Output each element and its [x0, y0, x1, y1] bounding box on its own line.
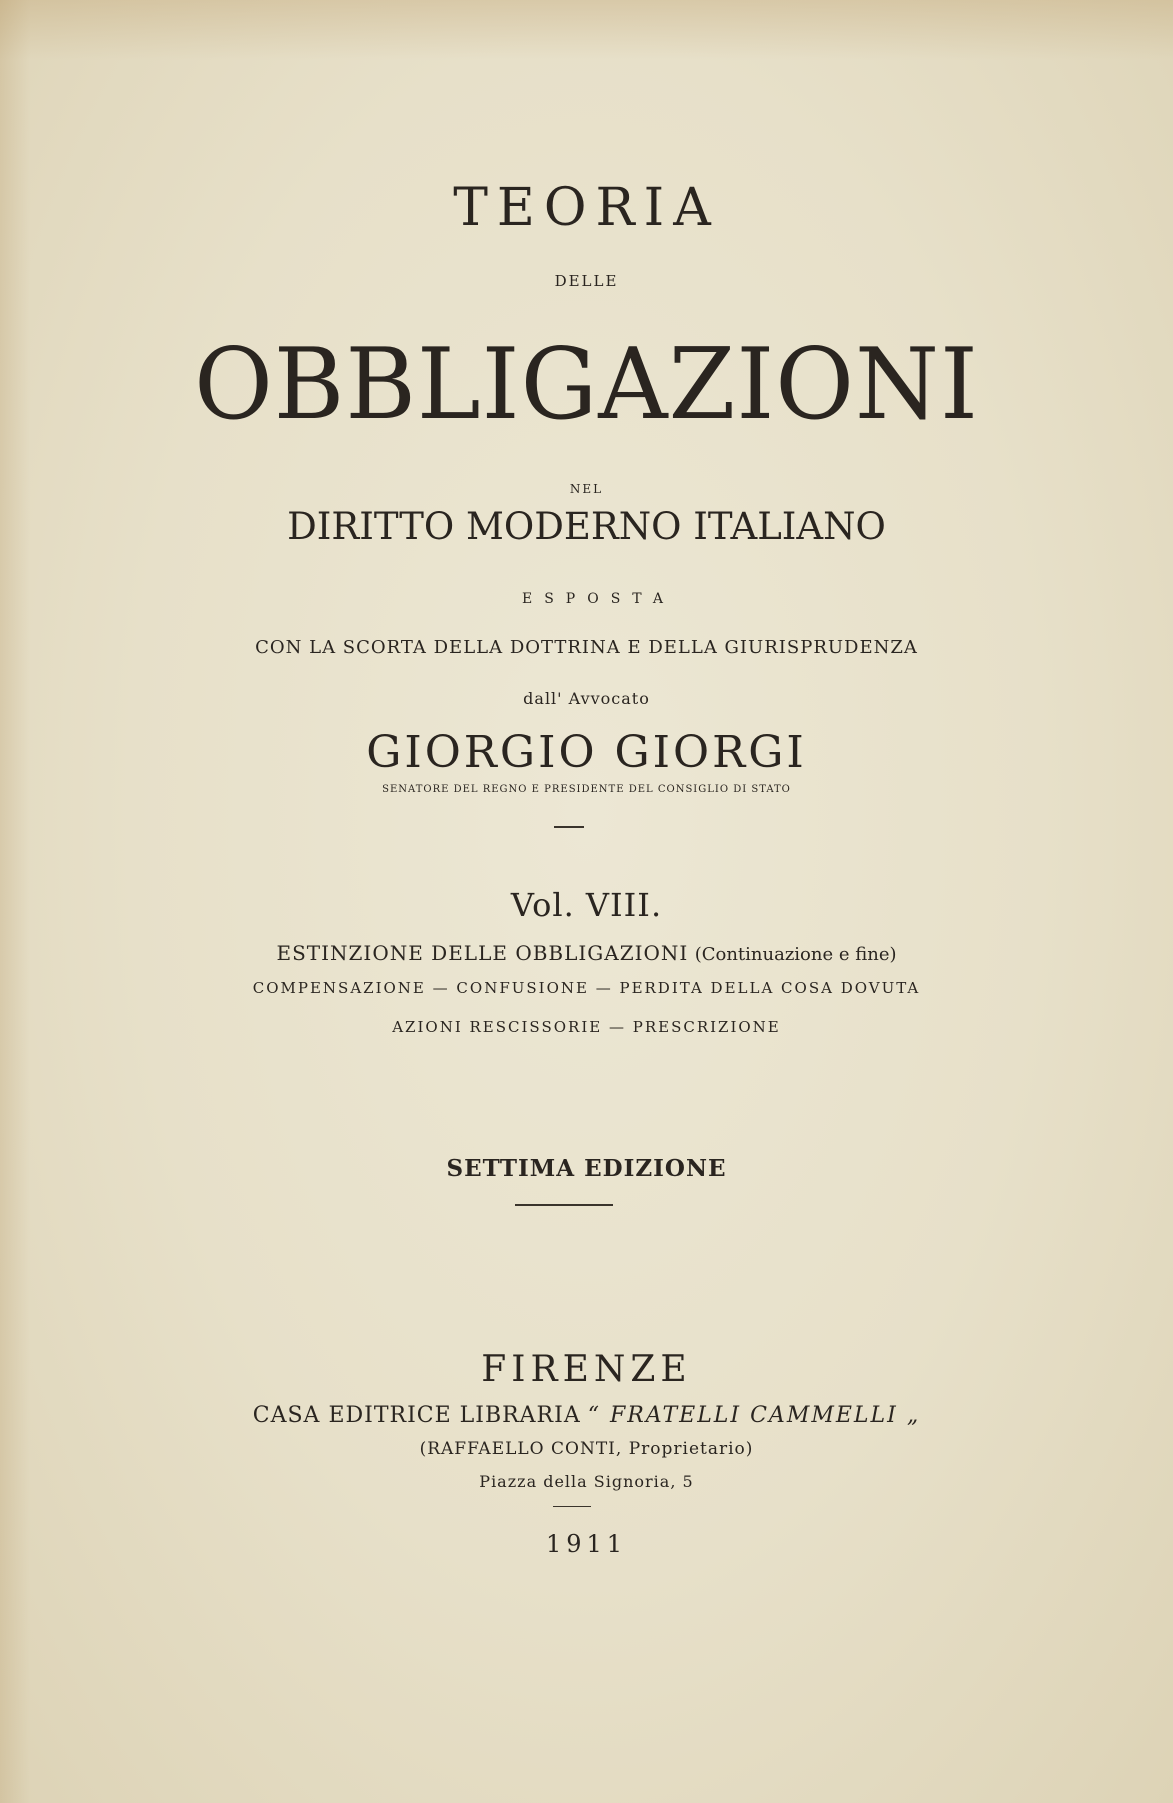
- main-title: OBBLIGAZIONI: [194, 328, 979, 442]
- address-divider: [553, 1506, 591, 1507]
- contents-line-1: [0, 943, 1173, 964]
- edition-divider: [515, 1204, 613, 1206]
- connector-nel: NEL: [569, 482, 604, 496]
- contents-line-3: AZIONI RESCISSORIE — PRESCRIZIONE: [392, 1018, 781, 1036]
- by-line: dall' Avvocato: [523, 689, 650, 708]
- author-divider: [554, 826, 584, 828]
- author-title: SENATORE DEL REGNO E PRESIDENTE DEL CONSIGLIO DI STATO: [382, 784, 791, 795]
- author-name: GIORGIO GIORGI: [366, 727, 807, 778]
- edition: SETTIMA EDIZIONE: [446, 1155, 727, 1182]
- imprint-publisher: [0, 1405, 1173, 1427]
- contents-main: ESTINZIONE DELLE OBBLIGAZIONI: [276, 941, 689, 965]
- imprint-year: 1911: [545, 1530, 628, 1558]
- scorta-line: CON LA SCORTA DELLA DOTTRINA E DELLA GIURISPRUDENZA: [255, 637, 918, 658]
- subtitle: DIRITTO MODERNO ITALIANO: [287, 505, 886, 548]
- imprint-address: Piazza della Signoria, 5: [479, 1472, 694, 1491]
- imprint-city: FIRENZE: [481, 1349, 692, 1390]
- title-top: TEORIA: [453, 178, 720, 238]
- esposta: ESPOSTA: [522, 591, 675, 607]
- publisher-prefix: CASA EDITRICE LIBRARIA: [252, 1403, 581, 1428]
- contents-line-2: COMPENSAZIONE — CONFUSIONE — PERDITA DELLA COSA DOVUTA: [252, 979, 921, 997]
- connector-delle: DELLE: [554, 272, 619, 290]
- publisher-name: “ FRATELLI CAMMELLI „: [587, 1403, 921, 1428]
- volume-number: Vol. VIII.: [510, 886, 663, 924]
- contents-paren: (Continuazione e fine): [694, 944, 897, 965]
- imprint-proprietor: (RAFFAELLO CONTI, Proprietario): [419, 1439, 754, 1459]
